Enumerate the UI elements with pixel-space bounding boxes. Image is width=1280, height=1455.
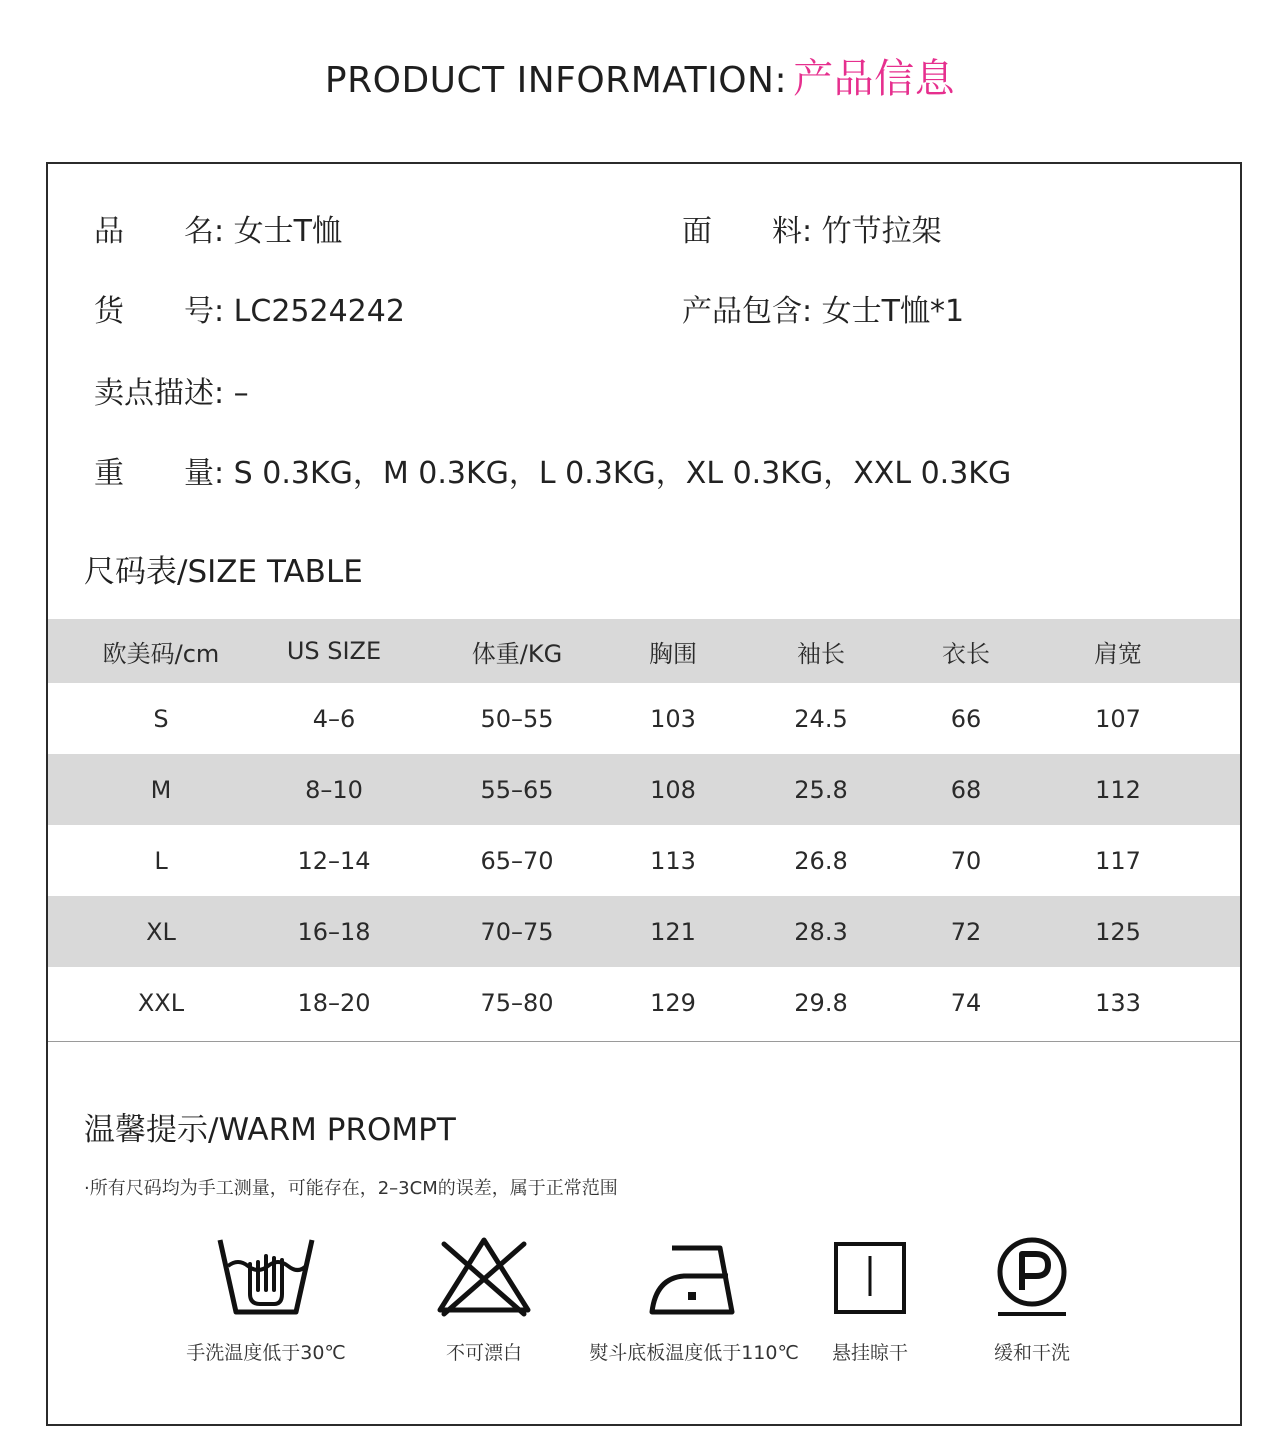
table-row [48, 967, 1240, 1038]
care-label-iron: 熨斗底板温度低于110℃ [589, 1342, 799, 1364]
table-cell: 65–70 [480, 846, 554, 875]
table-cell: 112 [1095, 775, 1141, 804]
col-header-chest: 胸围 [649, 639, 697, 668]
table-cell: 74 [950, 988, 982, 1017]
table-cell: 125 [1095, 917, 1141, 946]
dry-clean-p-icon [982, 1234, 1082, 1318]
col-header-us-size: US SIZE [286, 637, 382, 665]
table-cell: 113 [650, 846, 696, 875]
table-cell: 26.8 [794, 846, 848, 875]
sku-label: 货 号: [94, 294, 225, 329]
table-cell: 103 [650, 704, 696, 733]
weight-value: S 0.3KG，M 0.3KG，L 0.3KG，XL 0.3KG，XXL 0.3KG [233, 456, 1012, 491]
table-cell: 70 [950, 846, 982, 875]
table-cell: 107 [1095, 704, 1141, 733]
table-cell: 50–55 [480, 704, 554, 733]
fabric-value: 竹节拉架 [821, 214, 942, 249]
table-cell: 12–14 [297, 846, 371, 875]
table-cell: L [154, 846, 168, 875]
size-table-header-row [48, 619, 1240, 683]
table-row [48, 683, 1240, 754]
care-item-dry-clean [902, 1234, 1162, 1365]
table-cell: 108 [650, 775, 696, 804]
table-cell: 129 [650, 988, 696, 1017]
table-cell: 117 [1095, 846, 1141, 875]
selling-points-label: 卖点描述: [94, 376, 225, 411]
table-cell: 133 [1095, 988, 1141, 1017]
table-cell: 68 [950, 775, 982, 804]
product-name-label: 品 名: [94, 214, 225, 249]
fabric-row [682, 212, 942, 252]
table-row [48, 825, 1240, 896]
warm-prompt-title: 温馨提示/WARM PROMPT [84, 1112, 456, 1148]
table-cell: 28.3 [794, 917, 848, 946]
header-title-en: PRODUCT INFORMATION: [324, 60, 788, 101]
iron-low-icon [644, 1234, 744, 1318]
size-table-title: 尺码表/SIZE TABLE [84, 554, 363, 590]
table-cell: 55–65 [480, 775, 554, 804]
product-name-value: 女士T恤 [233, 214, 342, 249]
product-info-frame [46, 162, 1242, 1426]
header-title-cn: 产品信息 [793, 56, 956, 102]
table-cell: 70–75 [480, 917, 554, 946]
table-cell: 24.5 [794, 704, 848, 733]
measurement-note: ·所有尺码均为手工测量，可能存在，2–3CM的误差，属于正常范围 [84, 1178, 618, 1199]
fabric-label: 面 料: [682, 214, 813, 249]
col-header-sleeve: 袖长 [797, 639, 845, 668]
weight-label: 重 量: [94, 456, 225, 491]
size-table [48, 619, 1240, 1038]
care-label-no-bleach: 不可漂白 [445, 1342, 522, 1364]
table-row [48, 754, 1240, 825]
table-cell: 66 [950, 704, 982, 733]
care-label-dry-clean: 缓和干洗 [993, 1342, 1070, 1364]
table-cell: 4–6 [312, 704, 356, 733]
col-header-eu-size: 欧美码/cm [102, 639, 220, 668]
page-header [0, 54, 1280, 106]
table-cell: 16–18 [297, 917, 371, 946]
selling-points-row [94, 374, 249, 414]
table-cell: S [153, 704, 169, 733]
no-bleach-icon [434, 1234, 534, 1318]
table-cell: 25.8 [794, 775, 848, 804]
product-name-row [94, 212, 342, 252]
table-cell: 75–80 [480, 988, 554, 1017]
section-divider [48, 1041, 1240, 1042]
includes-value: 女士T恤*1 [821, 294, 965, 329]
table-cell: XL [146, 917, 176, 946]
table-cell: 18–20 [297, 988, 371, 1017]
sku-value: LC2524242 [233, 294, 405, 329]
table-cell: 72 [950, 917, 982, 946]
care-label-hand-wash: 手洗温度低于30℃ [186, 1342, 346, 1364]
selling-points-value: – [233, 376, 249, 411]
includes-label: 产品包含: [682, 294, 813, 329]
col-header-shoulder: 肩宽 [1094, 639, 1142, 668]
table-cell: 121 [650, 917, 696, 946]
hand-wash-icon [216, 1234, 316, 1318]
table-cell: XXL [137, 988, 185, 1017]
table-row [48, 896, 1240, 967]
sku-row [94, 292, 405, 332]
weight-row [94, 454, 1011, 494]
table-cell: M [150, 775, 172, 804]
col-header-length: 衣长 [942, 639, 990, 668]
table-cell: 8–10 [305, 775, 363, 804]
table-cell: 29.8 [794, 988, 848, 1017]
col-header-weight: 体重/KG [471, 639, 563, 668]
care-label-hang-dry: 悬挂晾干 [831, 1342, 908, 1364]
includes-row [682, 292, 964, 332]
